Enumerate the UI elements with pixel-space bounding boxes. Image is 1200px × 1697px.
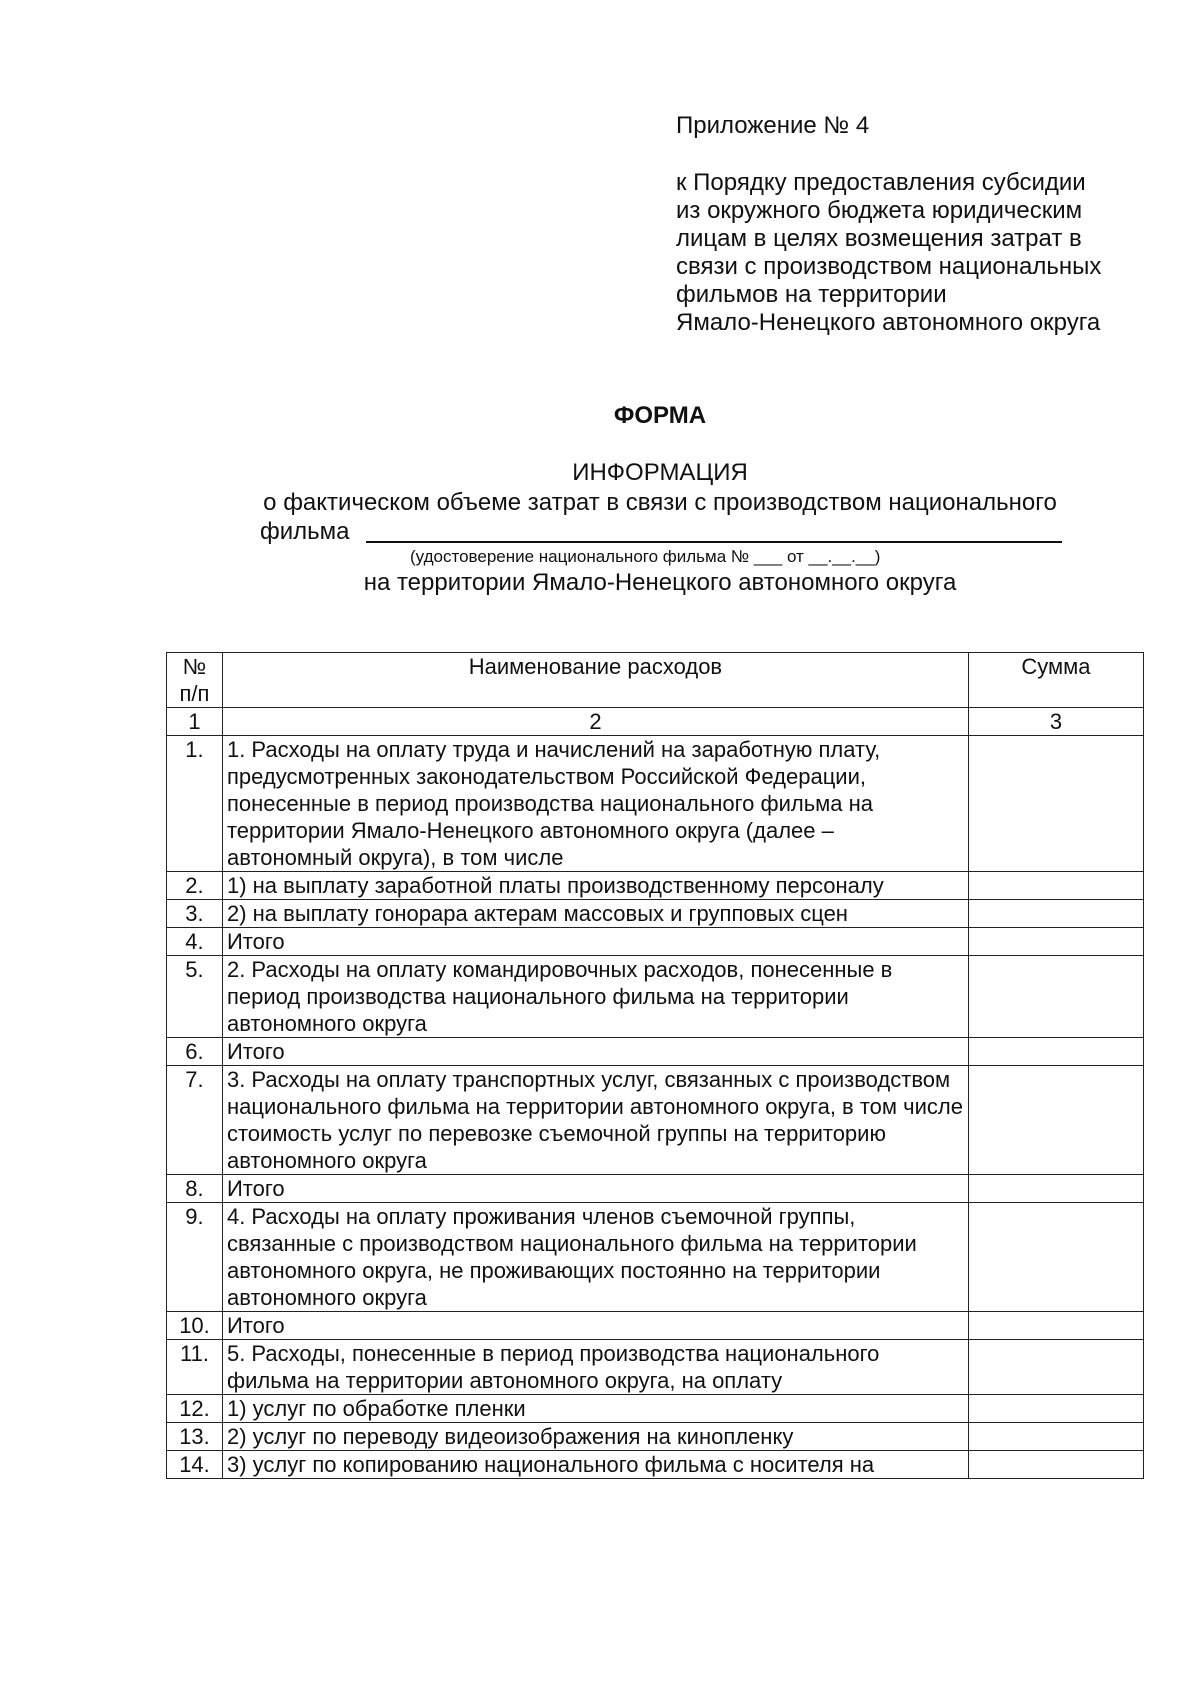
film-name-blank — [366, 541, 1062, 543]
header-expense-name: Наименование расходов — [222, 653, 968, 708]
row-sum-cell[interactable] — [968, 736, 1143, 872]
row-sum-cell[interactable] — [968, 1203, 1143, 1312]
row-number: 14. — [167, 1451, 223, 1479]
row-number: 6. — [167, 1038, 223, 1066]
row-expense-name: Итого — [222, 1175, 968, 1203]
row-expense-name: 2) услуг по переводу видеоизображения на кинопленку — [222, 1423, 968, 1451]
form-title: ФОРМА — [613, 402, 707, 429]
row-sum-cell[interactable] — [968, 956, 1143, 1038]
table-row — [167, 928, 1144, 956]
row-expense-name: 1. Расходы на оплату труда и начислений на заработную плату, предусмотренных законодательством Российской Федерации, понесенные в период производства национального фильма на территории Ямало-Ненецкого автономного округа (далее – автономный округа), в том числе — [222, 736, 968, 872]
row-number: 9. — [167, 1203, 223, 1312]
table-row — [167, 1451, 1144, 1479]
row-sum-cell[interactable] — [968, 1451, 1143, 1479]
annex-block — [676, 112, 1176, 337]
header-sum: Сумма — [968, 653, 1143, 708]
table-row — [167, 956, 1144, 1038]
annex-title: Приложение № 4 — [676, 112, 870, 139]
table-row — [167, 1340, 1144, 1395]
table-index-row — [167, 708, 1144, 736]
costs-table — [166, 652, 1144, 1479]
row-sum-cell[interactable] — [968, 1312, 1143, 1340]
row-expense-name: Итого — [222, 1038, 968, 1066]
row-sum-cell[interactable] — [968, 1395, 1143, 1423]
row-number: 8. — [167, 1175, 223, 1203]
row-number: 3. — [167, 900, 223, 928]
table-row — [167, 1066, 1144, 1175]
row-number: 7. — [167, 1066, 223, 1175]
table-header-row — [167, 653, 1144, 708]
row-sum-cell[interactable] — [968, 900, 1143, 928]
index-cell: 1 — [167, 708, 223, 736]
table-row — [167, 900, 1144, 928]
row-expense-name: Итого — [222, 928, 968, 956]
row-sum-cell[interactable] — [968, 1066, 1143, 1175]
row-expense-name: 1) услуг по обработке пленки — [222, 1395, 968, 1423]
index-cell: 2 — [222, 708, 968, 736]
table-row — [167, 1395, 1144, 1423]
row-sum-cell[interactable] — [968, 928, 1143, 956]
annex-line: к Порядку предоставления субсидии — [676, 169, 1086, 196]
row-number: 13. — [167, 1423, 223, 1451]
annex-line: связи с производством национальных — [676, 253, 1102, 280]
row-sum-cell[interactable] — [968, 1423, 1143, 1451]
table-row — [167, 1312, 1144, 1340]
row-expense-name: 4. Расходы на оплату проживания членов съемочной группы, связанные с производством национального фильма на территории автономного округа, не проживающих постоянно на территории автономного округа — [222, 1203, 968, 1312]
table-row — [167, 736, 1144, 872]
row-sum-cell[interactable] — [968, 1038, 1143, 1066]
row-sum-cell[interactable] — [968, 1340, 1143, 1395]
row-expense-name: 1) на выплату заработной платы производственному персоналу — [222, 872, 968, 900]
annex-line: Ямало-Ненецкого автономного округа — [676, 309, 1101, 336]
film-label: фильма — [260, 518, 350, 545]
table-row — [167, 1175, 1144, 1203]
row-expense-name: 5. Расходы, понесенные в период производства национального фильма на территории автономного округа, на оплату — [222, 1340, 968, 1395]
annex-line: лицам в целях возмещения затрат в — [676, 225, 1082, 252]
table-row — [167, 872, 1144, 900]
header-number: № п/п — [167, 653, 223, 708]
row-sum-cell[interactable] — [968, 1175, 1143, 1203]
info-heading: ИНФОРМАЦИЯ — [572, 459, 748, 486]
info-subtitle: о фактическом объеме затрат в связи с производством национального — [263, 489, 1057, 516]
row-number: 4. — [167, 928, 223, 956]
row-expense-name: Итого — [222, 1312, 968, 1340]
row-number: 11. — [167, 1340, 223, 1395]
row-number: 12. — [167, 1395, 223, 1423]
table-row — [167, 1423, 1144, 1451]
territory-line: на территории Ямало-Ненецкого автономного округа — [363, 569, 957, 596]
certificate-note: (удостоверение национального фильма № ___ от __.__.__) — [410, 547, 881, 566]
row-expense-name: 2) на выплату гонорара актерам массовых и групповых сцен — [222, 900, 968, 928]
row-sum-cell[interactable] — [968, 872, 1143, 900]
annex-line: фильмов на территории — [676, 281, 947, 308]
row-number: 10. — [167, 1312, 223, 1340]
row-expense-name: 3. Расходы на оплату транспортных услуг, связанных с производством национального фильма на территории автономного округа, в том числе стоимость услуг по перевозке съемочной группы на территорию автономного округа — [222, 1066, 968, 1175]
row-expense-name: 3) услуг по копированию национального фильма с носителя на — [222, 1451, 968, 1479]
row-number: 2. — [167, 872, 223, 900]
row-number: 5. — [167, 956, 223, 1038]
row-number: 1. — [167, 736, 223, 872]
table-row — [167, 1038, 1144, 1066]
annex-line: из окружного бюджета юридическим — [676, 197, 1083, 224]
table-row — [167, 1203, 1144, 1312]
row-expense-name: 2. Расходы на оплату командировочных расходов, понесенные в период производства национального фильма на территории автономного округа — [222, 956, 968, 1038]
index-cell: 3 — [968, 708, 1143, 736]
